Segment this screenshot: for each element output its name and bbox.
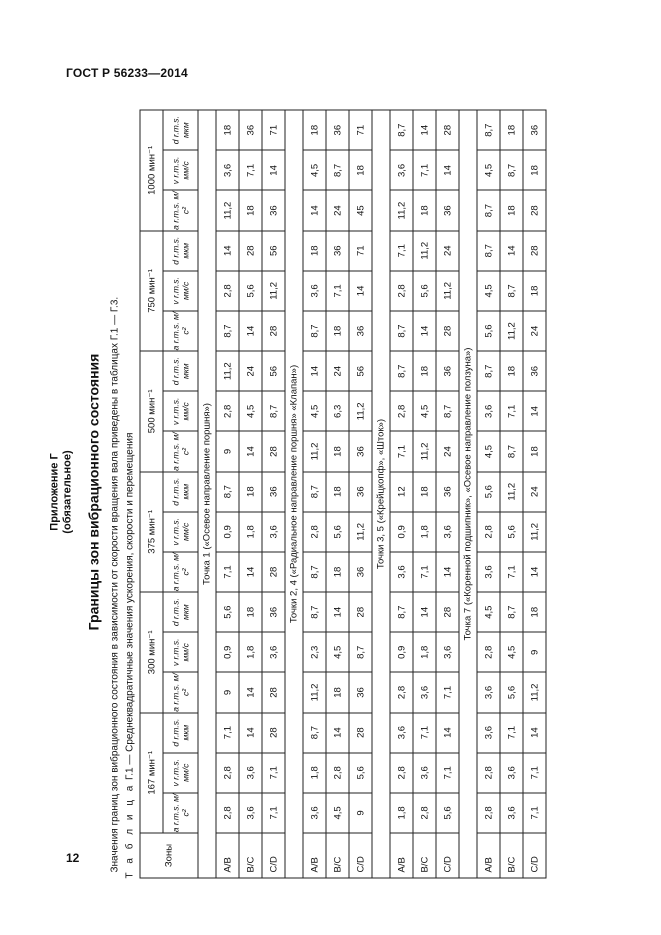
metric-header: v r.m.s. мм/с <box>163 753 198 793</box>
value-cell: 24 <box>239 351 262 391</box>
value-cell: 8,7 <box>500 150 523 190</box>
table-row <box>349 110 372 878</box>
value-cell: 11,2 <box>436 271 459 311</box>
table-row <box>262 110 285 878</box>
value-cell: 1,8 <box>390 793 413 833</box>
table-row <box>390 110 413 878</box>
value-cell: 14 <box>239 311 262 351</box>
value-cell: 18 <box>216 110 239 150</box>
metric-header: a r.m.s. м/с² <box>163 793 198 833</box>
metric-header: d r.m.s. мкм <box>163 713 198 753</box>
value-cell: 18 <box>326 311 349 351</box>
value-cell: 0,9 <box>216 512 239 552</box>
zone-cell: A/B <box>303 833 326 878</box>
metric-header: d r.m.s. мкм <box>163 592 198 632</box>
speed-header: 500 мин⁻¹ <box>140 351 163 471</box>
value-cell: 18 <box>326 431 349 471</box>
table-row <box>523 110 546 878</box>
value-cell: 71 <box>262 110 285 150</box>
metric-header: v r.m.s. мм/с <box>163 632 198 672</box>
value-cell: 18 <box>326 672 349 712</box>
value-cell: 5,6 <box>500 512 523 552</box>
value-cell: 5,6 <box>500 672 523 712</box>
value-cell: 28 <box>436 110 459 150</box>
value-cell: 8,7 <box>390 351 413 391</box>
value-cell: 56 <box>349 351 372 391</box>
value-cell: 36 <box>326 110 349 150</box>
zone-cell: B/C <box>239 833 262 878</box>
value-cell: 56 <box>262 231 285 271</box>
table-row <box>413 110 436 878</box>
value-cell: 28 <box>262 713 285 753</box>
zone-cell: A/B <box>390 833 413 878</box>
value-cell: 7,1 <box>413 552 436 592</box>
value-cell: 2,8 <box>390 753 413 793</box>
zone-cell: A/B <box>216 833 239 878</box>
value-cell: 36 <box>349 472 372 512</box>
section-row <box>285 110 303 878</box>
value-cell: 18 <box>523 271 546 311</box>
value-cell: 2,8 <box>326 753 349 793</box>
value-cell: 3,6 <box>436 512 459 552</box>
value-cell: 18 <box>349 150 372 190</box>
section-title: Точки 3, 5 («Крейцкопф», «Шток») <box>372 110 390 878</box>
value-cell: 2,8 <box>477 793 500 833</box>
value-cell: 6,3 <box>326 391 349 431</box>
value-cell: 3,6 <box>239 793 262 833</box>
table-row <box>216 110 239 878</box>
speed-header: 1000 мин⁻¹ <box>140 110 163 231</box>
value-cell: 12 <box>390 472 413 512</box>
value-cell: 14 <box>413 311 436 351</box>
value-cell: 1,8 <box>239 632 262 672</box>
value-cell: 7,1 <box>436 672 459 712</box>
rotated-content <box>48 106 540 879</box>
value-cell: 7,1 <box>216 552 239 592</box>
value-cell: 4,5 <box>500 632 523 672</box>
section-title: Точка 7 («Коренной подшипник», «Осевое направление ползуна») <box>459 110 477 878</box>
metric-header: a r.m.s. м/с² <box>163 672 198 712</box>
value-cell: 3,6 <box>303 793 326 833</box>
metric-header: v r.m.s. мм/с <box>163 512 198 552</box>
value-cell: 11,2 <box>413 231 436 271</box>
value-cell: 14 <box>523 552 546 592</box>
value-cell: 28 <box>262 311 285 351</box>
zone-cell: B/C <box>413 833 436 878</box>
value-cell: 36 <box>436 191 459 231</box>
value-cell: 8,7 <box>477 231 500 271</box>
value-cell: 7,1 <box>413 713 436 753</box>
value-cell: 71 <box>349 231 372 271</box>
value-cell: 7,1 <box>216 713 239 753</box>
value-cell: 2,8 <box>303 512 326 552</box>
value-cell: 18 <box>239 592 262 632</box>
value-cell: 24 <box>523 472 546 512</box>
value-cell: 14 <box>523 713 546 753</box>
metric-header: v r.m.s. мм/с <box>163 150 198 190</box>
value-cell: 14 <box>413 592 436 632</box>
value-cell: 0,9 <box>390 512 413 552</box>
appendix-status: (обязательное) <box>61 450 74 534</box>
appendix-heading <box>49 106 75 879</box>
value-cell: 28 <box>349 713 372 753</box>
value-cell: 24 <box>326 191 349 231</box>
value-cell: 14 <box>239 431 262 471</box>
value-cell: 5,6 <box>326 512 349 552</box>
value-cell: 14 <box>239 713 262 753</box>
value-cell: 8,7 <box>303 552 326 592</box>
value-cell: 36 <box>523 351 546 391</box>
table-caption-text: Г.1 — Среднеквадратичные значения ускорения, скорости и перемещения <box>124 432 136 780</box>
value-cell: 5,6 <box>436 793 459 833</box>
value-cell: 36 <box>326 231 349 271</box>
value-cell: 4,5 <box>303 391 326 431</box>
zone-cell: C/D <box>262 833 285 878</box>
value-cell: 14 <box>436 552 459 592</box>
value-cell: 36 <box>436 351 459 391</box>
value-cell: 8,7 <box>303 472 326 512</box>
value-cell: 36 <box>349 311 372 351</box>
value-cell: 18 <box>523 150 546 190</box>
value-cell: 2,8 <box>477 753 500 793</box>
section-row <box>198 110 216 878</box>
value-cell: 24 <box>326 351 349 391</box>
metric-header: d r.m.s. мкм <box>163 231 198 271</box>
value-cell: 0,9 <box>390 632 413 672</box>
value-cell: 7,1 <box>262 793 285 833</box>
value-cell: 28 <box>262 552 285 592</box>
section-row <box>372 110 390 878</box>
value-cell: 18 <box>239 472 262 512</box>
value-cell: 18 <box>500 110 523 150</box>
value-cell: 5,6 <box>216 592 239 632</box>
value-cell: 2,3 <box>303 632 326 672</box>
value-cell: 9 <box>216 672 239 712</box>
value-cell: 36 <box>436 472 459 512</box>
speed-header: 167 мин⁻¹ <box>140 713 163 833</box>
value-cell: 14 <box>239 672 262 712</box>
value-cell: 28 <box>436 592 459 632</box>
zone-cell: C/D <box>523 833 546 878</box>
metric-header: a r.m.s. м/с² <box>163 191 198 231</box>
appendix-label: Приложение Г <box>48 453 61 531</box>
value-cell: 3,6 <box>413 672 436 712</box>
value-cell: 8,7 <box>390 592 413 632</box>
value-cell: 18 <box>523 592 546 632</box>
value-cell: 11,2 <box>262 271 285 311</box>
value-cell: 14 <box>349 271 372 311</box>
value-cell: 8,7 <box>436 391 459 431</box>
value-cell: 18 <box>413 351 436 391</box>
value-cell: 11,2 <box>303 431 326 471</box>
value-cell: 8,7 <box>216 311 239 351</box>
value-cell: 5,6 <box>239 271 262 311</box>
value-cell: 9 <box>523 632 546 672</box>
value-cell: 2,8 <box>477 632 500 672</box>
value-cell: 71 <box>349 110 372 150</box>
zone-cell: C/D <box>349 833 372 878</box>
value-cell: 36 <box>262 592 285 632</box>
value-cell: 7,1 <box>326 271 349 311</box>
value-cell: 28 <box>523 231 546 271</box>
value-cell: 11,2 <box>349 512 372 552</box>
section-row <box>459 110 477 878</box>
metric-header-row <box>163 110 198 878</box>
metric-header: d r.m.s. мкм <box>163 472 198 512</box>
value-cell: 4,5 <box>477 592 500 632</box>
table-row <box>303 110 326 878</box>
value-cell: 18 <box>303 231 326 271</box>
value-cell: 18 <box>239 191 262 231</box>
value-cell: 18 <box>413 472 436 512</box>
value-cell: 8,7 <box>349 632 372 672</box>
vibration-zones-table <box>140 110 547 879</box>
zone-cell: C/D <box>436 833 459 878</box>
zone-cell: B/C <box>500 833 523 878</box>
value-cell: 3,6 <box>239 753 262 793</box>
metric-header: a r.m.s. м/с² <box>163 552 198 592</box>
speed-header: 300 мин⁻¹ <box>140 592 163 712</box>
value-cell: 8,7 <box>326 150 349 190</box>
value-cell: 18 <box>500 191 523 231</box>
table-body <box>198 110 546 878</box>
value-cell: 14 <box>413 110 436 150</box>
value-cell: 2,8 <box>390 271 413 311</box>
value-cell: 7,1 <box>436 753 459 793</box>
value-cell: 8,7 <box>303 311 326 351</box>
value-cell: 11,2 <box>216 351 239 391</box>
metric-header: v r.m.s. мм/с <box>163 391 198 431</box>
value-cell: 36 <box>262 191 285 231</box>
value-cell: 11,2 <box>500 311 523 351</box>
table-row <box>326 110 349 878</box>
value-cell: 28 <box>262 672 285 712</box>
value-cell: 28 <box>523 191 546 231</box>
value-cell: 14 <box>523 391 546 431</box>
table-row <box>477 110 500 878</box>
value-cell: 5,6 <box>413 271 436 311</box>
value-cell: 28 <box>436 311 459 351</box>
value-cell: 7,1 <box>239 150 262 190</box>
value-cell: 14 <box>216 231 239 271</box>
value-cell: 14 <box>262 150 285 190</box>
value-cell: 8,7 <box>390 311 413 351</box>
value-cell: 2,8 <box>477 512 500 552</box>
value-cell: 4,5 <box>477 271 500 311</box>
value-cell: 7,1 <box>500 391 523 431</box>
value-cell: 7,1 <box>523 793 546 833</box>
value-cell: 3,6 <box>390 713 413 753</box>
value-cell: 4,5 <box>326 632 349 672</box>
value-cell: 2,8 <box>390 391 413 431</box>
value-cell: 14 <box>500 231 523 271</box>
value-cell: 24 <box>436 231 459 271</box>
value-cell: 5,6 <box>349 753 372 793</box>
value-cell: 1,8 <box>303 753 326 793</box>
value-cell: 4,5 <box>303 150 326 190</box>
value-cell: 8,7 <box>216 472 239 512</box>
table-row <box>500 110 523 878</box>
value-cell: 2,8 <box>216 271 239 311</box>
value-cell: 36 <box>239 110 262 150</box>
value-cell: 8,7 <box>303 592 326 632</box>
metric-header: d r.m.s. мкм <box>163 351 198 391</box>
value-cell: 2,8 <box>216 391 239 431</box>
page-number: 12 <box>66 851 80 865</box>
value-cell: 4,5 <box>477 431 500 471</box>
section-title: Точки 2, 4 («Радиальное направление поршня» «Клапан») <box>285 110 303 878</box>
metric-header: a r.m.s. м/с² <box>163 431 198 471</box>
value-cell: 11,2 <box>500 472 523 512</box>
value-cell: 24 <box>436 431 459 471</box>
value-cell: 7,1 <box>390 431 413 471</box>
value-cell: 11,2 <box>390 191 413 231</box>
value-cell: 11,2 <box>413 431 436 471</box>
value-cell: 14 <box>436 150 459 190</box>
value-cell: 14 <box>303 191 326 231</box>
value-cell: 3,6 <box>303 271 326 311</box>
value-cell: 11,2 <box>216 191 239 231</box>
value-cell: 8,7 <box>500 592 523 632</box>
value-cell: 18 <box>500 351 523 391</box>
speed-header: 375 мин⁻¹ <box>140 472 163 592</box>
value-cell: 18 <box>523 431 546 471</box>
value-cell: 3,6 <box>390 552 413 592</box>
value-cell: 8,7 <box>303 713 326 753</box>
value-cell: 1,8 <box>413 632 436 672</box>
metric-header: v r.m.s. мм/с <box>163 271 198 311</box>
value-cell: 36 <box>349 552 372 592</box>
value-cell: 7,1 <box>500 552 523 592</box>
table-row <box>239 110 262 878</box>
value-cell: 8,7 <box>262 391 285 431</box>
value-cell: 7,1 <box>413 150 436 190</box>
zone-cell: B/C <box>326 833 349 878</box>
value-cell: 14 <box>436 713 459 753</box>
value-cell: 8,7 <box>477 110 500 150</box>
value-cell: 3,6 <box>262 632 285 672</box>
value-cell: 11,2 <box>349 391 372 431</box>
value-cell: 8,7 <box>477 191 500 231</box>
value-cell: 3,6 <box>413 753 436 793</box>
value-cell: 28 <box>262 431 285 471</box>
value-cell: 3,6 <box>477 391 500 431</box>
value-cell: 18 <box>326 472 349 512</box>
section-title: Точка 1 («Осевое направление поршня») <box>198 110 216 878</box>
value-cell: 7,1 <box>500 713 523 753</box>
value-cell: 28 <box>349 592 372 632</box>
value-cell: 28 <box>239 231 262 271</box>
value-cell: 1,8 <box>239 512 262 552</box>
table-caption-prefix: Т а б л и ц а <box>124 782 136 879</box>
value-cell: 2,8 <box>390 672 413 712</box>
value-cell: 36 <box>262 472 285 512</box>
value-cell: 8,7 <box>500 271 523 311</box>
value-cell: 3,6 <box>262 512 285 552</box>
value-cell: 36 <box>349 672 372 712</box>
value-cell: 3,6 <box>477 552 500 592</box>
value-cell: 4,5 <box>413 391 436 431</box>
value-cell: 36 <box>349 431 372 471</box>
value-cell: 18 <box>413 191 436 231</box>
value-cell: 7,1 <box>523 753 546 793</box>
value-cell: 2,8 <box>216 793 239 833</box>
value-cell: 9 <box>216 431 239 471</box>
table-caption <box>125 106 136 879</box>
value-cell: 36 <box>523 110 546 150</box>
value-cell: 7,1 <box>262 753 285 793</box>
value-cell: 11,2 <box>523 672 546 712</box>
appendix-title: Границы зон вибрационного состояния <box>85 353 102 631</box>
value-cell: 8,7 <box>390 110 413 150</box>
value-cell: 4,5 <box>477 150 500 190</box>
value-cell: 14 <box>326 713 349 753</box>
zone-cell: A/B <box>477 833 500 878</box>
value-cell: 3,6 <box>477 713 500 753</box>
value-cell: 4,5 <box>326 793 349 833</box>
value-cell: 24 <box>523 311 546 351</box>
table-row <box>436 110 459 878</box>
zone-header: Зоны <box>140 833 198 878</box>
value-cell: 5,6 <box>477 472 500 512</box>
value-cell: 3,6 <box>477 672 500 712</box>
value-cell: 3,6 <box>500 753 523 793</box>
value-cell: 8,7 <box>500 431 523 471</box>
value-cell: 14 <box>326 592 349 632</box>
value-cell: 3,6 <box>436 632 459 672</box>
value-cell: 14 <box>303 351 326 391</box>
value-cell: 7,1 <box>390 231 413 271</box>
value-cell: 18 <box>303 110 326 150</box>
value-cell: 3,6 <box>500 793 523 833</box>
value-cell: 3,6 <box>390 150 413 190</box>
value-cell: 45 <box>349 191 372 231</box>
value-cell: 8,7 <box>477 351 500 391</box>
speed-header: 750 мин⁻¹ <box>140 231 163 351</box>
value-cell: 11,2 <box>303 672 326 712</box>
value-cell: 1,8 <box>413 512 436 552</box>
value-cell: 5,6 <box>477 311 500 351</box>
value-cell: 2,8 <box>413 793 436 833</box>
value-cell: 11,2 <box>523 512 546 552</box>
intro-text: Значения границ зон вибрационного состояния в зависимости от скорости вращения вала приведены в таблицах Г.1 — Г.3. <box>109 296 121 873</box>
metric-header: a r.m.s. м/с² <box>163 311 198 351</box>
table-header-row <box>140 110 163 878</box>
document-code: ГОСТ Р 56233—2014 <box>66 66 188 80</box>
value-cell: 0,9 <box>216 632 239 672</box>
value-cell: 3,6 <box>216 150 239 190</box>
value-cell: 2,8 <box>216 753 239 793</box>
value-cell: 56 <box>262 351 285 391</box>
value-cell: 18 <box>326 552 349 592</box>
value-cell: 9 <box>349 793 372 833</box>
value-cell: 4,5 <box>239 391 262 431</box>
value-cell: 14 <box>239 552 262 592</box>
metric-header: d r.m.s. мкм <box>163 110 198 150</box>
